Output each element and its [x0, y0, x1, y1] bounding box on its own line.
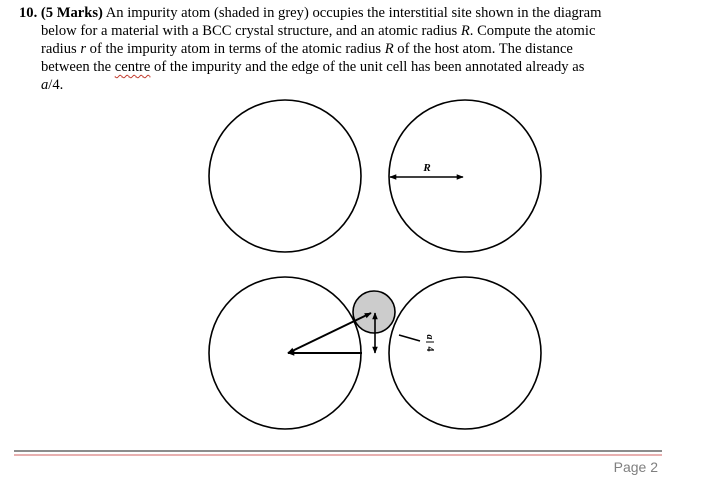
footer-divider-accent: [14, 454, 662, 456]
line2-text-b: . Compute the atomic: [469, 23, 596, 39]
host-atom-top-right: [389, 100, 541, 252]
line4-text-a: between the: [41, 59, 115, 75]
fraction-denominator: 4: [424, 346, 435, 352]
a-over-4-label: [424, 335, 435, 352]
question-number: 10.: [19, 5, 38, 21]
var-R-2: R: [384, 41, 394, 57]
fraction-numerator: a: [424, 334, 435, 340]
radius-label: R: [423, 162, 431, 174]
question-marks: (5 Marks): [40, 5, 103, 21]
host-atom-top-left: [209, 100, 361, 252]
var-r: r: [80, 41, 87, 57]
footer-divider: [14, 450, 662, 452]
page-number: Page 2: [613, 459, 658, 475]
var-R: R: [460, 23, 470, 39]
spellcheck-word: centre: [114, 59, 151, 75]
line3-text-b: of the impurity atom in terms of the atomic radius: [86, 41, 385, 57]
line5-text: /4.: [48, 77, 64, 93]
line3-text-c: of the host atom. The distance: [393, 41, 573, 57]
var-a: a: [41, 77, 49, 93]
impurity-atom: [353, 291, 395, 333]
line2-text-a: below for a material with a BCC crystal structure, and an atomic radius: [41, 23, 461, 39]
line4-text-b: of the impurity and the edge of the unit cell has been annotated already as: [150, 59, 585, 75]
label-leader-line: [399, 335, 420, 341]
question-line1-text: An impurity atom (shaded in grey) occupies the interstitial site shown in the diagram: [105, 5, 602, 21]
host-atom-bottom-right: [389, 277, 541, 429]
line3-text-a: radius: [41, 41, 81, 57]
